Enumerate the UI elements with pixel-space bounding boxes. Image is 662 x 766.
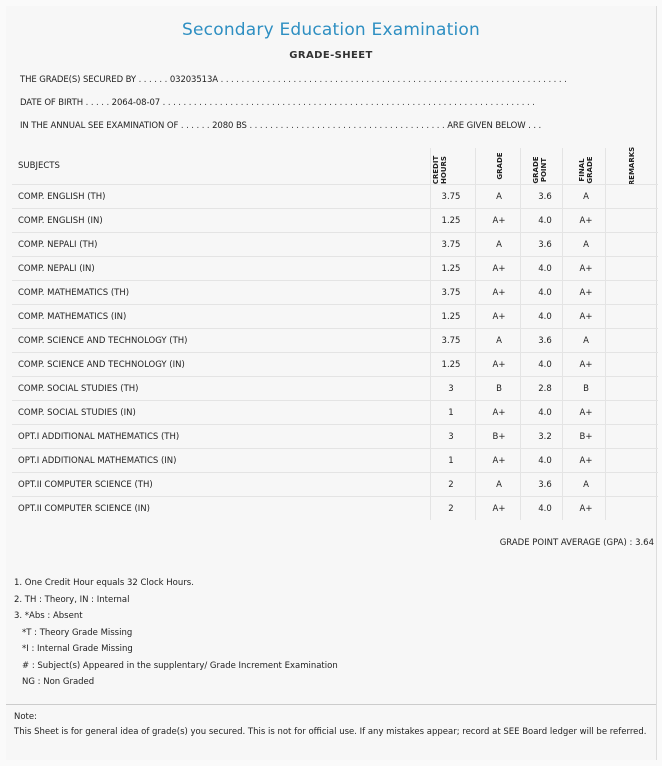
final-grade-cell: A+ [579, 456, 593, 466]
exam-suffix: ARE GIVEN BELOW . . . [447, 121, 542, 131]
credit-cell: 3.75 [441, 192, 461, 202]
subject-cell: OPT.I ADDITIONAL MATHEMATICS (IN) [18, 456, 177, 466]
dob-label: DATE OF BIRTH [20, 98, 84, 108]
grade-point-cell: 4.0 [538, 504, 552, 514]
subject-cell: COMP. SCIENCE AND TECHNOLOGY (TH) [18, 336, 188, 346]
gpa-summary: GRADE POINT AVERAGE (GPA) : 3.64 [499, 538, 654, 548]
grade-cell: A+ [492, 264, 506, 274]
credit-cell: 1 [448, 408, 454, 418]
final-grade-cell: A+ [579, 312, 593, 322]
credit-cell: 2 [448, 480, 454, 490]
grade-cell: A+ [492, 408, 506, 418]
grade-cell: A+ [492, 312, 506, 322]
final-grade-cell: A+ [579, 408, 593, 418]
final-grade-cell: A+ [579, 360, 593, 370]
grade-cell: B+ [492, 432, 506, 442]
note-item: # : Subject(s) Appeared in the supplentary/ Grade Increment Examination [22, 660, 338, 671]
table-row [12, 400, 658, 425]
grade-point-cell: 4.0 [538, 360, 552, 370]
table-row [12, 208, 658, 233]
final-grade-cell: A+ [579, 216, 593, 226]
final-grade-cell: A [583, 192, 589, 202]
table-row [12, 424, 658, 449]
table-row [12, 352, 658, 377]
table-row [12, 304, 658, 329]
grade-cell: A [496, 192, 502, 202]
note-item: *I : Internal Grade Missing [22, 644, 133, 654]
credit-hours-header: CREDIT HOURS [432, 155, 448, 185]
table-row [12, 496, 658, 521]
dob-line: DATE OF BIRTH . . . . . 2064-08-07 . . . . . . . . . . . . . . . . . . . . . . . . . . . . . . . . . . . . . . . . . . . . . . . . . . . . . . . . . . . . . . . . . . . . . . . . [20, 98, 535, 108]
final-grade-cell: A [583, 480, 589, 490]
note-item: 3. *Abs : Absent [14, 611, 83, 621]
subject-cell: COMP. SOCIAL STUDIES (TH) [18, 384, 139, 394]
final-grade-cell: A+ [579, 264, 593, 274]
grade-cell: A+ [492, 360, 506, 370]
grade-header: GRADE [496, 152, 504, 180]
note-item: 1. One Credit Hour equals 32 Clock Hours. [14, 578, 194, 588]
table-row [12, 376, 658, 401]
grade-point-cell: 4.0 [538, 288, 552, 298]
credit-cell: 2 [448, 504, 454, 514]
subject-cell: COMP. NEPALI (TH) [18, 240, 98, 250]
notes-list [14, 575, 338, 691]
table-row [12, 256, 658, 281]
final-grade-header: FINAL GRADE [578, 156, 594, 184]
grade-cell: A+ [492, 288, 506, 298]
exam-title: Secondary Education Examination [182, 20, 480, 40]
grade-cell: A [496, 240, 502, 250]
subject-cell: COMP. NEPALI (IN) [18, 264, 95, 274]
note-item: NG : Non Graded [22, 677, 95, 687]
grade-point-cell: 2.8 [538, 384, 552, 394]
subject-cell: COMP. MATHEMATICS (IN) [18, 312, 127, 322]
final-grade-cell: A [583, 240, 589, 250]
credit-cell: 3.75 [441, 240, 461, 250]
subjects-header: SUBJECTS [18, 161, 60, 171]
grade-cell: A [496, 480, 502, 490]
grade-cell: A [496, 336, 502, 346]
credit-cell: 1.25 [441, 264, 461, 274]
secured-by-line: THE GRADE(S) SECURED BY . . . . . . 03203513A . . . . . . . . . . . . . . . . . . . . . . . . . . . . . . . . . . . . . . . . . . . . . . . . . . . . . . . . . . . . . . . . . . . [20, 75, 567, 85]
credit-cell: 3 [448, 384, 454, 394]
subject-cell: COMP. SCIENCE AND TECHNOLOGY (IN) [18, 360, 185, 370]
subject-cell: COMP. SOCIAL STUDIES (IN) [18, 408, 136, 418]
footnote-text: This Sheet is for general idea of grade(s) you secured. This is not for official use. If any mistakes appear; record at SEE Board ledger will be referred. [14, 727, 647, 737]
credit-cell: 3 [448, 432, 454, 442]
credit-cell: 1.25 [441, 360, 461, 370]
remarks-header: REMARKS [628, 146, 636, 186]
credit-cell: 1.25 [441, 216, 461, 226]
grade-point-cell: 4.0 [538, 312, 552, 322]
subject-cell: OPT.I ADDITIONAL MATHEMATICS (TH) [18, 432, 180, 442]
grade-point-cell: 4.0 [538, 408, 552, 418]
grade-point-cell: 3.6 [538, 192, 552, 202]
table-row [12, 184, 658, 209]
grade-point-cell: 3.2 [538, 432, 552, 442]
credit-cell: 3.75 [441, 336, 461, 346]
final-grade-cell: B [583, 384, 589, 394]
subject-cell: OPT.II COMPUTER SCIENCE (IN) [18, 504, 150, 514]
grade-cell: A+ [492, 504, 506, 514]
table-row [12, 280, 658, 305]
grade-point-cell: 3.6 [538, 240, 552, 250]
dob-value: 2064-08-07 [111, 98, 161, 108]
grade-point-cell: 3.6 [538, 336, 552, 346]
grade-cell: A+ [492, 216, 506, 226]
subject-cell: COMP. ENGLISH (IN) [18, 216, 103, 226]
footnote-label: Note: [14, 712, 37, 722]
symbol-number: 03203513A [169, 75, 219, 85]
grade-point-cell: 4.0 [538, 216, 552, 226]
footnote [14, 710, 647, 740]
subject-cell: COMP. ENGLISH (TH) [18, 192, 106, 202]
sheet-subtitle: GRADE-SHEET [289, 50, 373, 61]
table-row [12, 448, 658, 473]
divider [6, 704, 656, 705]
credit-cell: 1.25 [441, 312, 461, 322]
table-row [12, 232, 658, 257]
table-row [12, 472, 658, 497]
grade-cell: A+ [492, 456, 506, 466]
exam-year: 2080 BS [212, 121, 247, 131]
grade-point-cell: 4.0 [538, 456, 552, 466]
final-grade-cell: A+ [579, 504, 593, 514]
final-grade-cell: A [583, 336, 589, 346]
subject-cell: OPT.II COMPUTER SCIENCE (TH) [18, 480, 153, 490]
grade-cell: B [496, 384, 502, 394]
grade-point-cell: 3.6 [538, 480, 552, 490]
secured-by-label: THE GRADE(S) SECURED BY [20, 75, 136, 85]
table-row [12, 328, 658, 353]
grade-point-header: GRADE POINT [532, 156, 548, 184]
exam-label: IN THE ANNUAL SEE EXAMINATION OF [20, 121, 179, 131]
exam-line: IN THE ANNUAL SEE EXAMINATION OF . . . . . . 2080 BS . . . . . . . . . . . . . . . . . . . . . . . . . . . . . . . . . . . . . . ARE GIVEN BELOW . . . [20, 121, 542, 131]
note-item: 2. TH : Theory, IN : Internal [14, 594, 130, 605]
subject-cell: COMP. MATHEMATICS (TH) [18, 288, 130, 298]
credit-cell: 1 [448, 456, 454, 466]
credit-cell: 3.75 [441, 288, 461, 298]
final-grade-cell: B+ [579, 432, 593, 442]
grade-point-cell: 4.0 [538, 264, 552, 274]
note-item: *T : Theory Grade Missing [22, 627, 133, 638]
final-grade-cell: A+ [579, 288, 593, 298]
